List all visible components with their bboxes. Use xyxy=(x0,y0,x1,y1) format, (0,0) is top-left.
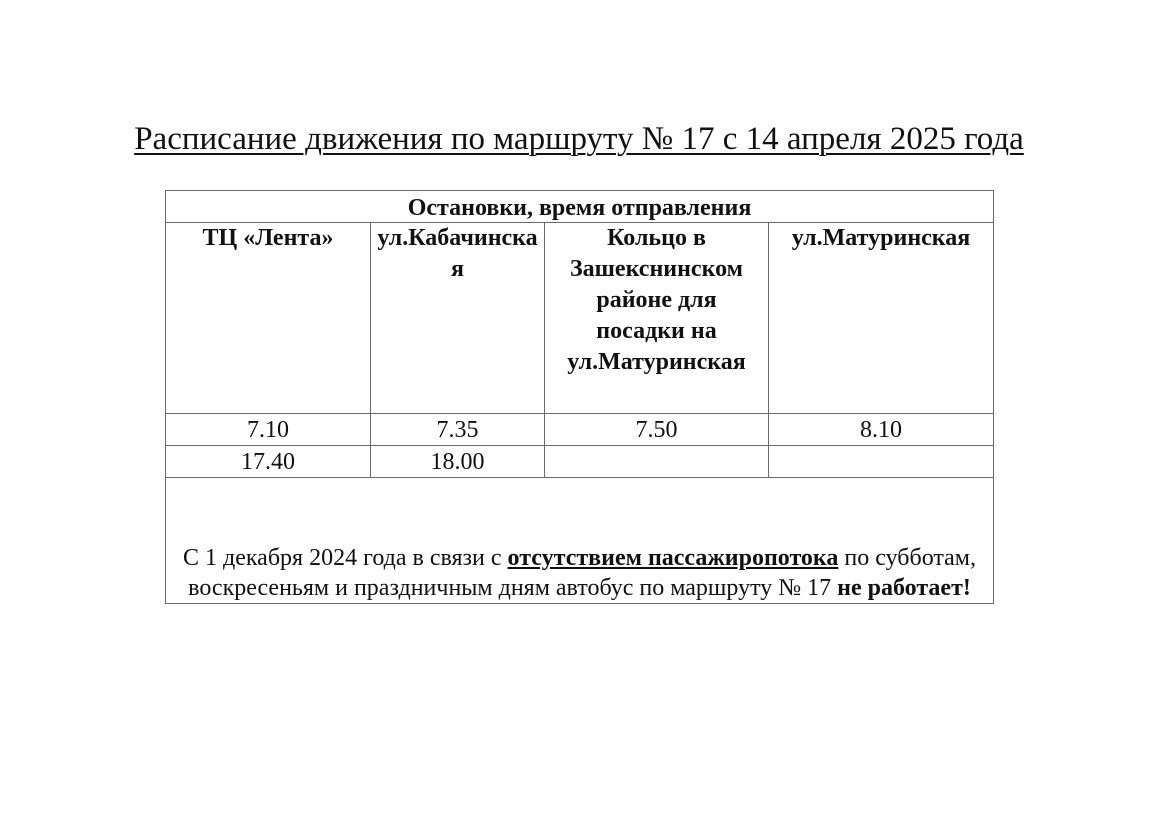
notice-text-middle: по субботам, воскресеньям и праздничным дням автобус по маршруту № 17 xyxy=(188,545,976,601)
stop-header-maturinskaya xyxy=(769,223,994,414)
table-row xyxy=(166,414,994,446)
stops-header-row xyxy=(166,223,994,414)
time-cell: 7.10 xyxy=(166,414,371,446)
notice-closing: не работает! xyxy=(837,575,971,601)
time-cell xyxy=(545,446,769,478)
notice-row xyxy=(166,478,994,604)
stop-header-ring xyxy=(545,223,769,414)
time-cell: 18.00 xyxy=(371,446,545,478)
stop-name: ул.Кабачинская xyxy=(377,225,538,282)
stop-name: ТЦ «Лента» xyxy=(202,225,334,251)
stop-header-kabachinskaya xyxy=(371,223,545,414)
table-caption: Остановки, время отправления xyxy=(166,191,994,223)
notice-text-start: С 1 декабря 2024 года в связи с xyxy=(183,545,508,571)
stop-name: ул.Матуринская xyxy=(791,225,971,251)
time-cell: 8.10 xyxy=(769,414,994,446)
schedule-table xyxy=(165,190,994,604)
table-caption-row xyxy=(166,191,994,223)
notice-emphasis: отсутствием пассажиропотока xyxy=(507,545,839,571)
time-cell xyxy=(769,446,994,478)
time-cell: 17.40 xyxy=(166,446,371,478)
page-title: Расписание движения по маршруту № 17 с 14 апреля 2025 года xyxy=(134,121,1024,157)
table-row xyxy=(166,446,994,478)
service-notice xyxy=(166,478,994,604)
time-cell: 7.50 xyxy=(545,414,769,446)
stop-header-lenta xyxy=(166,223,371,414)
time-cell: 7.35 xyxy=(371,414,545,446)
stop-name: Кольцо в Зашекснинском районе для посадки на ул.Матуринская xyxy=(567,225,746,375)
